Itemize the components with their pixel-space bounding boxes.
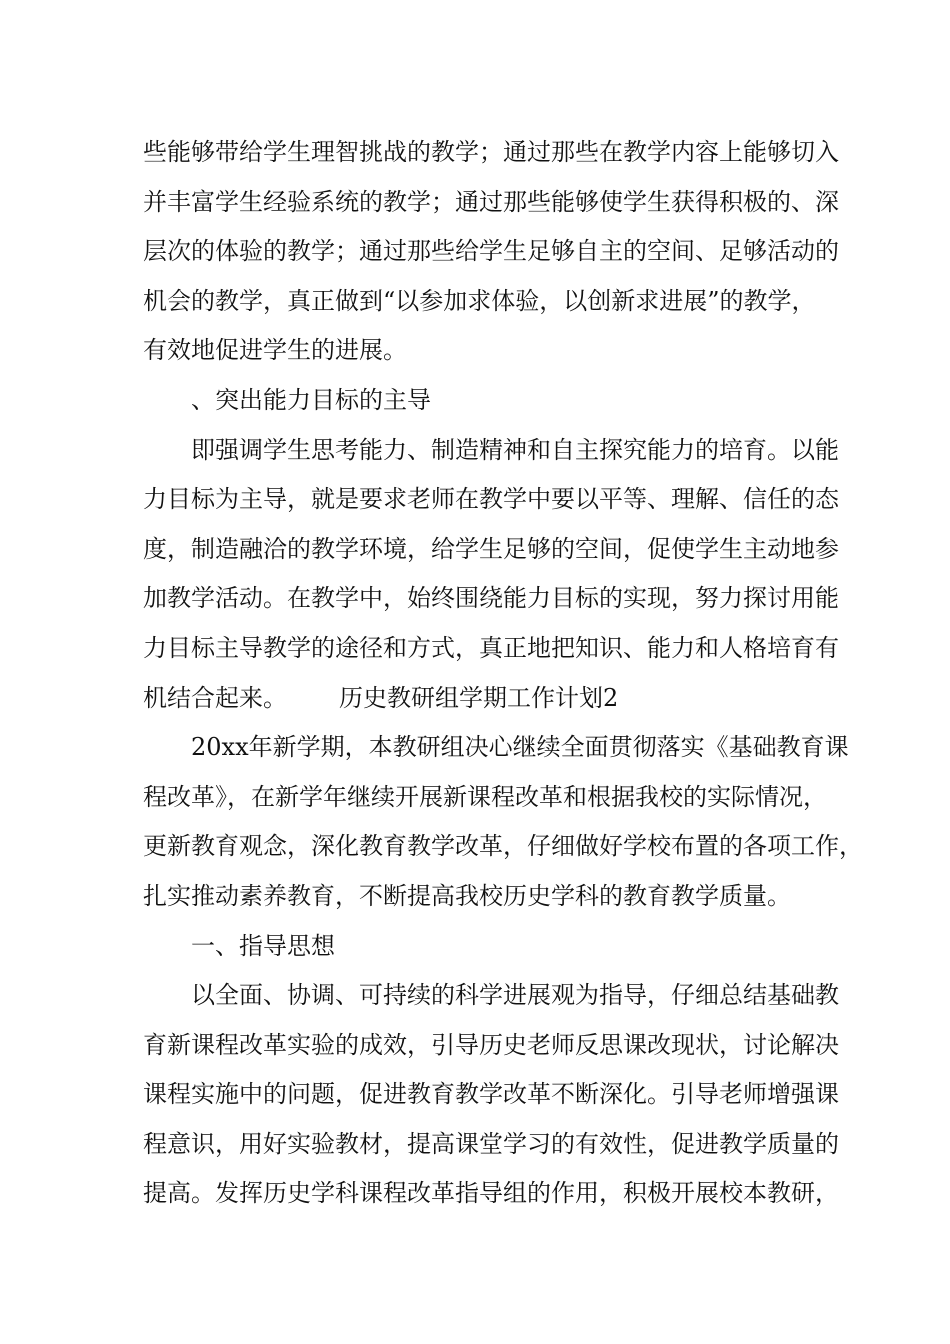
section-heading: 、突出能力目标的主导 bbox=[191, 385, 431, 414]
text-line: 课程实施中的问题，促进教育教学改革不断深化。引导老师增强课 bbox=[143, 1080, 839, 1109]
paragraph-start-line: 以全面、协调、可持续的科学进展观为指导，仔细总结基础教 bbox=[191, 981, 839, 1010]
text-line: 力目标为主导，就是要求老师在教学中要以平等、理解、信任的态 bbox=[143, 485, 839, 514]
text-line-end: 机结合起来。 bbox=[143, 683, 287, 712]
text-line: 加教学活动。在教学中，始终围绕能力目标的实现，努力探讨用能 bbox=[143, 584, 839, 613]
text-line: 程意识，用好实验教材，提高课堂学习的有效性，促进教学质量的 bbox=[143, 1129, 839, 1158]
text-line: 程改革》，在新学年继续开展新课程改革和根据我校的实际情况， bbox=[143, 782, 827, 811]
text-line: 有效地促进学生的进展。 bbox=[143, 336, 407, 365]
text-line: 提高。发挥历史学科课程改革指导组的作用，积极开展校本教研， bbox=[143, 1179, 839, 1208]
text-line: 些能够带给学生理智挑战的教学；通过那些在教学内容上能够切入 bbox=[143, 138, 839, 166]
paragraph-start-line: 20xx年新学期，本教研组决心继续全面贯彻落实《基础教育课 bbox=[191, 733, 849, 762]
text-line: 育新课程改革实验的成效，引导历史老师反思课改现状，讨论解决 bbox=[143, 1030, 839, 1059]
text-line: 扎实推动素养教育，不断提高我校历史学科的教育教学质量。 bbox=[143, 881, 791, 910]
text-line: 度，制造融洽的教学环境，给学生足够的空间，促使学生主动地参 bbox=[143, 534, 839, 563]
text-line: 力目标主导教学的途径和方式，真正地把知识、能力和人格培育有 bbox=[143, 633, 839, 662]
text-line-with-title bbox=[143, 674, 823, 724]
text-line: 并丰富学生经验系统的教学；通过那些能够使学生获得积极的、深 bbox=[143, 187, 839, 216]
text-line: 层次的体验的教学；通过那些给学生足够自主的空间、足够活动的 bbox=[143, 237, 839, 266]
section-heading: 一、指导思想 bbox=[191, 931, 335, 960]
text-line: 机会的教学，真正做到“以参加求体验，以创新求进展”的教学， bbox=[143, 286, 816, 315]
section-title: 历史教研组学期工作计划2 bbox=[339, 683, 619, 712]
document-page bbox=[143, 128, 863, 1219]
text-line: 更新教育观念，深化教育教学改革，仔细做好学校布置的各项工作， bbox=[143, 832, 863, 861]
paragraph-start-line: 即强调学生思考能力、制造精神和自主探究能力的培育。以能 bbox=[191, 435, 839, 464]
